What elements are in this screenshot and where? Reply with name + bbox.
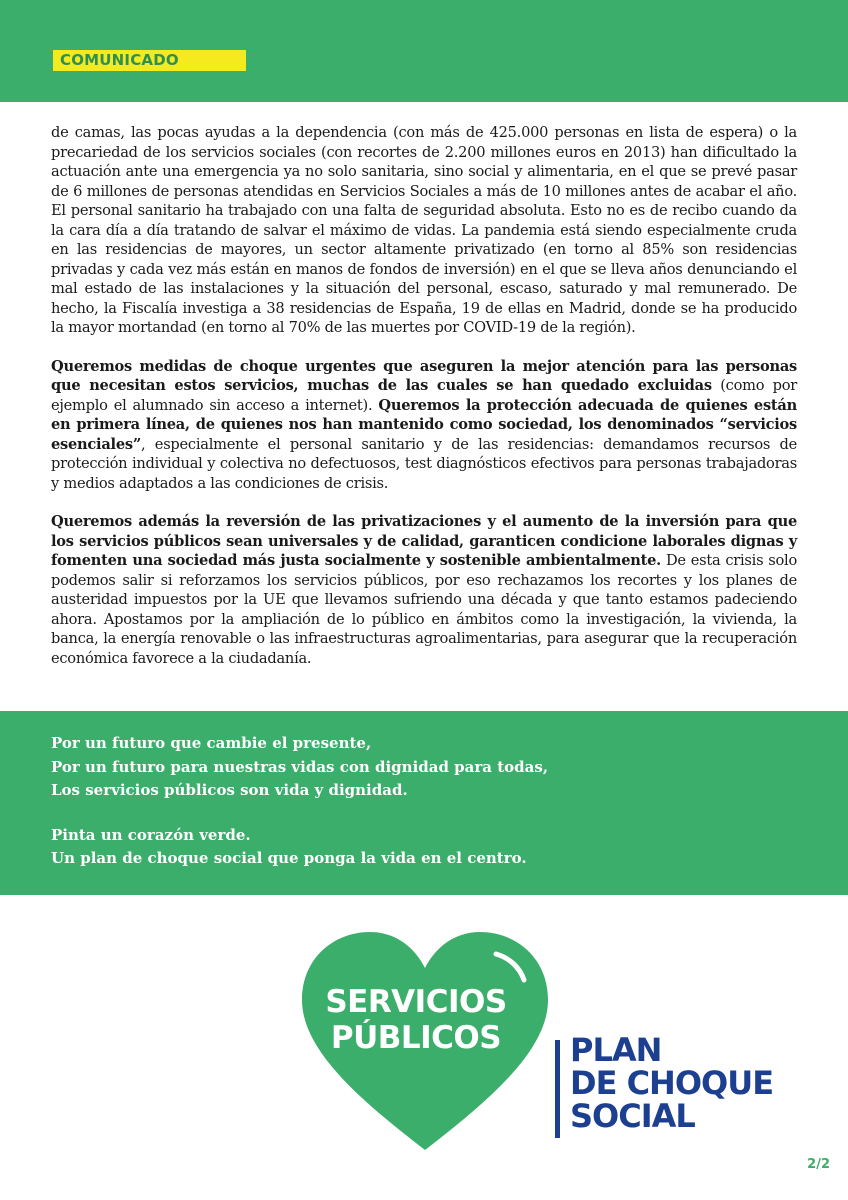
plan-line: PLAN	[570, 1031, 662, 1069]
closing-line: Los servicios públicos son vida y dignidad.	[51, 781, 408, 799]
heart-logo-text	[300, 984, 532, 1056]
text-run: (como por ejemplo el alumnado sin acceso a internet).	[51, 377, 797, 414]
paragraph	[51, 512, 797, 668]
plan-line: DE CHOQUE	[570, 1064, 774, 1102]
text-run: , especialmente el personal sanitario y de las residencias: demandamos recursos de protección individual y colectiva no defectuosos, test diagnósticos efectivos para personas trabajadoras y medios adaptados a las condiciones de crisis.	[51, 435, 797, 492]
bold-text: Queremos además la reversión de las privatizaciones y el aumento de la inversión para que los servicios públicos sean universales y de calidad, garanticen condicione laborales dignas y fomenten una sociedad más justa socialmente y sostenible ambientalmente.	[51, 513, 797, 569]
paragraph	[51, 357, 797, 494]
plan-logo-text	[570, 1031, 830, 1135]
page-number: 2/2	[807, 1157, 830, 1172]
text-run: De esta crisis solo podemos salir si reforzamos los servicios públicos, por eso rechazamos los recortes y los planes de austeridad impuestos por la UE que llevamos sufriendo una década y que tanto estamos padeciendo ahora. Apostamos por la ampliación de lo público en ámbitos como la investigación, la vivienda, la banca, la energía renovable o las infraestructuras agroalimentarias, para asegurar que la recuperación económica favorece a la ciudadanía.	[51, 552, 798, 667]
closing-line: Un plan de choque social que ponga la vida en el centro.	[51, 849, 527, 867]
text-run: de camas, las pocas ayudas a la dependencia (con más de 425.000 personas en lista de espera) o la precariedad de los servicios sociales (con recortes de 2.200 millones euros en 2013) han dificultado la actuación ante una emergencia ya no solo sanitaria, sino social y alimentaria, en el que se prevé pasar de 6 millones de personas atendidas en Servicios Sociales a más de 10 millones antes de acabar el año. El personal sanitario ha trabajado con una falta de seguridad absoluta. Esto no es de recibo cuando da la cara día a día tratando de salvar el máximo de vidas. La pandemia está siendo especialmente cruda en las residencias de mayores, un sector altamente privatizado (en torno al 85% son residencias privadas y cada vez más están en manos de fondos de inversión) en el que se lleva años denunciando el mal estado de las instalaciones y la situación del personal, escaso, saturado y mal remunerado. De hecho, la Fiscalía investiga a 38 residencias de España, 19 de ellas en Madrid, donde se ha producido la mayor mortandad (en torno al 70% de las muertes por COVID-19 de la región).	[51, 124, 797, 336]
closing-line: Por un futuro para nuestras vidas con dignidad para todas,	[51, 757, 549, 776]
plan-line: SOCIAL	[570, 1097, 695, 1135]
closing-line: Pinta un corazón verde.	[51, 825, 251, 844]
heart-line: SERVICIOS	[325, 984, 507, 1020]
body-text	[51, 123, 797, 687]
closing-statement	[51, 732, 811, 871]
bold-text: Queremos la protección adecuada de quienes están en primera línea, de quienes nos han mantenido como sociedad, los denominados “servicios esenciales”	[51, 396, 797, 453]
comunicado-tag: COMUNICADO	[53, 50, 246, 71]
paragraph	[51, 123, 797, 338]
plan-divider	[555, 1040, 560, 1138]
bold-text: Queremos medidas de choque urgentes que aseguren la mejor atención para las personas que necesitan estos servicios, muchas de las cuales se han quedado excluidas	[51, 357, 797, 394]
heart-line: PÚBLICOS	[330, 1020, 502, 1056]
closing-line: Por un futuro que cambie el presente,	[51, 734, 372, 752]
